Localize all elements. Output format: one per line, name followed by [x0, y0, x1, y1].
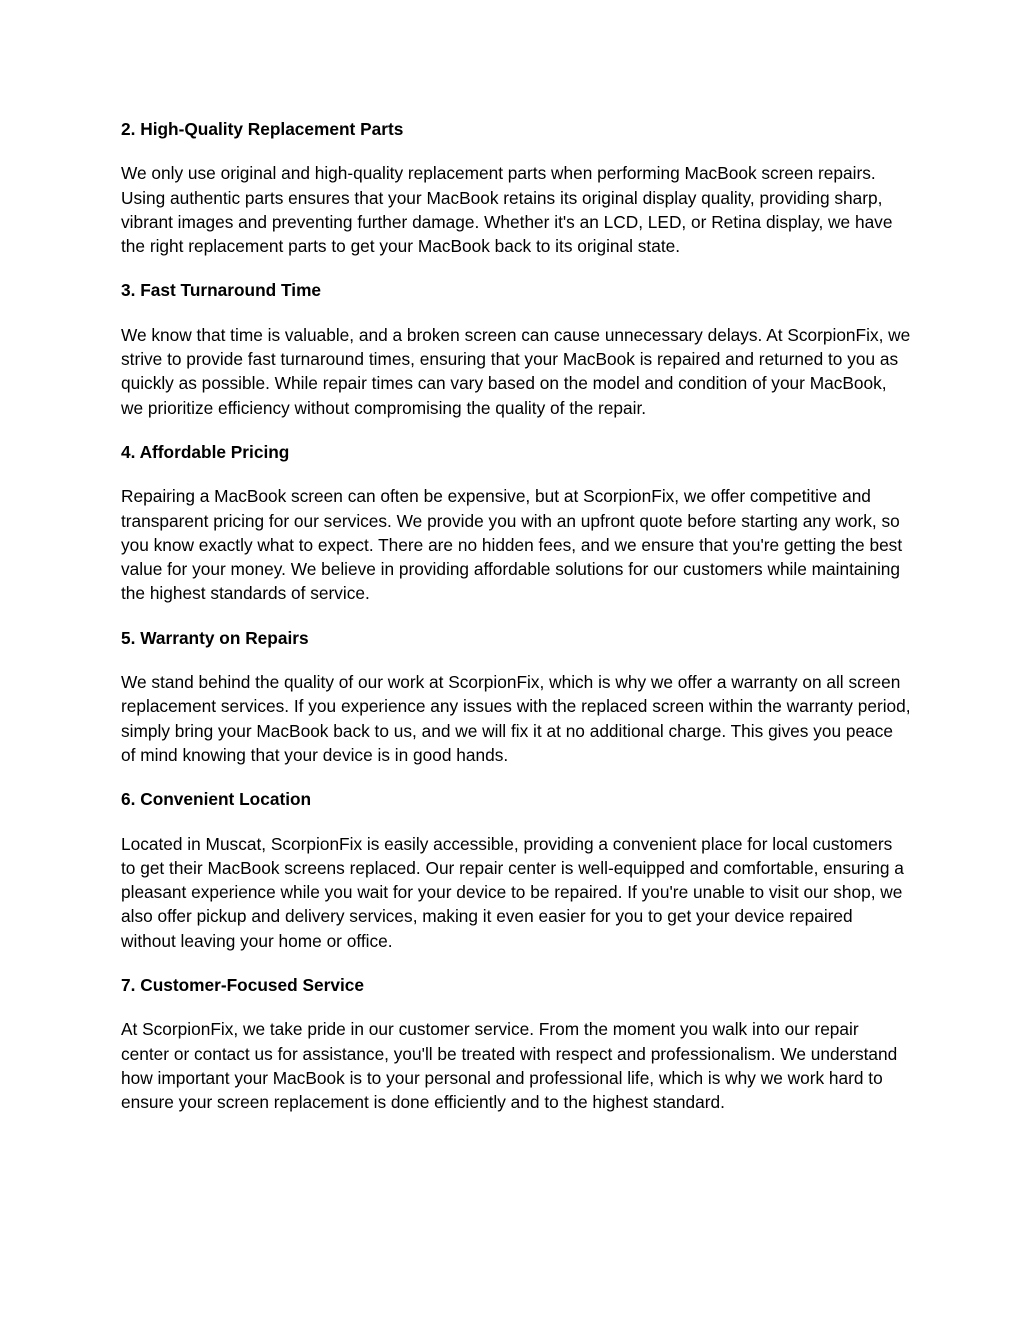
section-heading: 7. Customer-Focused Service: [121, 975, 364, 996]
section-paragraph: Located in Muscat, ScorpionFix is easily accessible, providing a convenient place for local customers to get their MacBook screens replaced. Our repair center is well-equipped and comfortable, ensuring a pleasant experience while you wait for your device to be repaired. If you're unable to visit our shop, we also offer pickup and delivery services, making it even easier for you to get your device repaired without leaving your home or office.: [121, 833, 904, 951]
section-heading: 5. Warranty on Repairs: [121, 627, 309, 648]
section-paragraph: We stand behind the quality of our work at ScorpionFix, which is why we offer a warranty on all screen replacement services. If you experience any issues with the replaced screen within the warranty period, simply bring your MacBook back to us, and we will fix it at no additional charge. This gives you peace of mind knowing that your device is in good hands.: [121, 672, 911, 765]
section-paragraph: At ScorpionFix, we take pride in our customer service. From the moment you walk into our repair center or contact us for assistance, you'll be treated with respect and professionalism. We understand how important your MacBook is to your personal and professional life, which is why we work hard to ensure your screen replacement is done efficiently and to the highest standard.: [121, 1019, 898, 1113]
section-customer-service: [121, 973, 911, 1114]
document-content: [121, 117, 911, 1135]
section-affordable-pricing: [121, 440, 911, 606]
section-heading: 6. Convenient Location: [121, 789, 312, 810]
section-heading: 3. Fast Turnaround Time: [121, 280, 322, 301]
section-heading: 2. High-Quality Replacement Parts: [121, 119, 404, 139]
section-paragraph: We only use original and high-quality replacement parts when performing MacBook screen repairs. Using authentic parts ensures that your MacBook retains its original display quality, providing sharp, vibrant images and preventing further damage. Whether it's an LCD, LED, or Retina display, we have the right replacement parts to get your MacBook back to its original state.: [121, 163, 893, 257]
section-paragraph: Repairing a MacBook screen can often be expensive, but at ScorpionFix, we offer competitive and transparent pricing for our services. We provide you with an upfront quote before starting any work, so you know exactly what to expect. There are no hidden fees, and we ensure that you're getting the best value for your money. We believe in providing affordable solutions for our customers while maintaining the highest standards of service.: [121, 486, 903, 604]
section-convenient-location: [121, 787, 911, 953]
section-warranty: [121, 626, 911, 767]
section-heading: 4. Affordable Pricing: [121, 441, 290, 462]
section-paragraph: We know that time is valuable, and a broken screen can cause unnecessary delays. At ScorpionFix, we strive to provide fast turnaround times, ensuring that your MacBook is repaired and returned to you as quickly as possible. While repair times can vary based on the model and condition of your MacBook, we prioritize efficiency without compromising the quality of the repair.: [121, 324, 911, 418]
section-fast-turnaround: [121, 278, 911, 419]
section-high-quality-parts: [121, 117, 911, 258]
